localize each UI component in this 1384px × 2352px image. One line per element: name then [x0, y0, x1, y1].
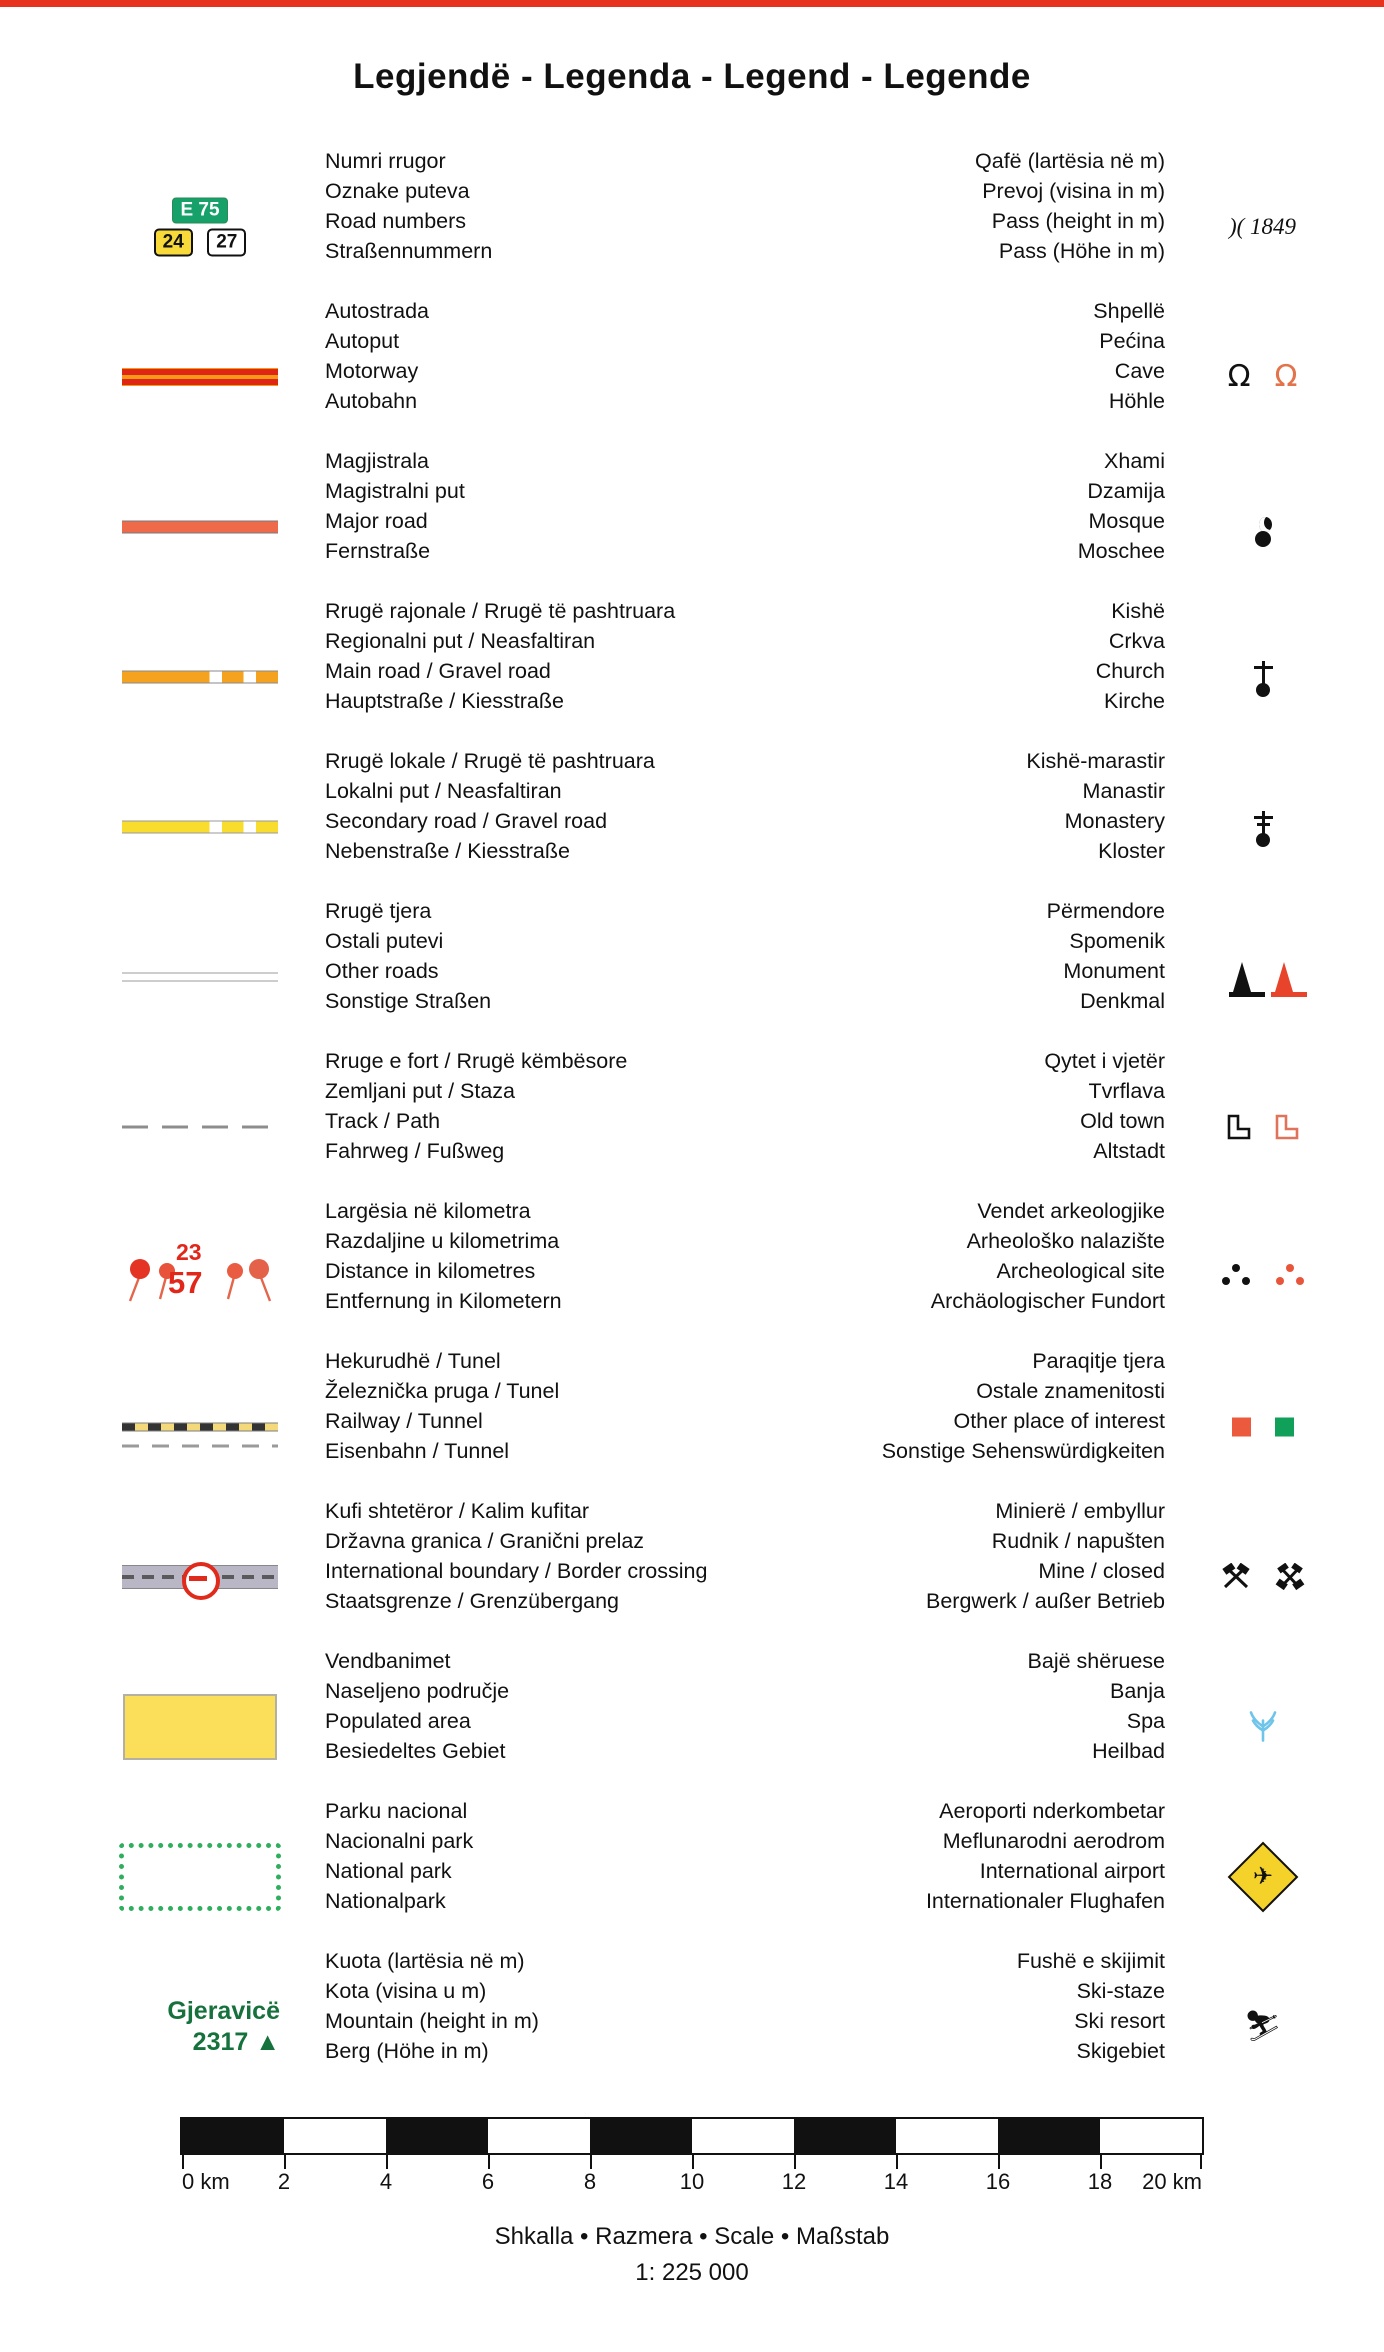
- legend-row: [0, 1649, 1384, 1802]
- spa-spray-glyph: [1243, 1707, 1283, 1743]
- legend-label-right: [790, 1946, 1165, 2066]
- label-de: Entfernung in Kilometern: [325, 1289, 562, 1313]
- label-en: Archeological site: [996, 1259, 1165, 1283]
- label-sr: Dzamija: [1087, 479, 1165, 503]
- legend-row: [0, 299, 1384, 452]
- label-sq: Autostrada: [325, 299, 429, 323]
- label-sr: Rudnik / napušten: [991, 1529, 1165, 1553]
- label-de: Altstadt: [1093, 1139, 1165, 1163]
- mountain-height: 2317: [192, 2028, 249, 2056]
- label-sq: Xhami: [1104, 449, 1165, 473]
- legend-row: [0, 749, 1384, 902]
- label-de: Besiedeltes Gebiet: [325, 1739, 506, 1763]
- track-path-line: [120, 1052, 280, 1202]
- legend-label-right: [790, 446, 1165, 566]
- scale-caption-text: Shkalla • Razmera • Scale • Maßstab: [494, 2223, 890, 2250]
- legend-label-right: [790, 1496, 1165, 1616]
- legend-label-left: [325, 596, 785, 716]
- archeological-site-icon: [1175, 1202, 1350, 1352]
- scale-caption: [0, 2219, 1384, 2291]
- label-de: Fernstraße: [325, 539, 431, 563]
- legend-label-right: [790, 146, 1165, 266]
- label-sq: Vendbanimet: [325, 1649, 451, 1673]
- road-number-badges: [120, 152, 280, 302]
- label-de: Kloster: [1098, 839, 1165, 863]
- monument-glyph-red: [1275, 962, 1293, 992]
- legend-label-right: [790, 1046, 1165, 1166]
- distance-markers: [120, 1202, 280, 1352]
- other-road-line: [120, 902, 280, 1052]
- legend-row: [0, 1049, 1384, 1202]
- label-sr: Crkva: [1108, 629, 1165, 653]
- label-sr: Meflunarodni aerodrom: [942, 1829, 1165, 1853]
- mountain-name: Gjeravicë: [167, 1997, 280, 2025]
- label-sq: Qafë (lartësia në m): [975, 149, 1165, 173]
- label-sr: Lokalni put / Neasfaltiran: [325, 779, 562, 803]
- label-sq: Shpellë: [1093, 299, 1165, 323]
- interest-square-red: [1232, 1418, 1251, 1437]
- spa-icon: [1175, 1652, 1350, 1802]
- legend-page: [0, 7, 1384, 2352]
- label-de: Nebenstraße / Kiesstraße: [325, 839, 570, 863]
- legend-label-right: [790, 1346, 1165, 1466]
- label-sq: Rruge e fort / Rrugë këmbësore: [325, 1049, 628, 1073]
- scale-section: [0, 2117, 1384, 2291]
- label-de: Moschee: [1077, 539, 1165, 563]
- church-icon: [1175, 602, 1350, 752]
- label-sq: Kuota (lartësia në m): [325, 1949, 525, 1973]
- pass-glyph: )(: [1228, 214, 1245, 239]
- mine-hammers-open: [1221, 1563, 1251, 1591]
- label-sr: Državna granica / Granični prelaz: [325, 1529, 645, 1553]
- legend-label-right: [790, 596, 1165, 716]
- label-sr: Magistralni put: [325, 479, 465, 503]
- monument-glyph-black: [1233, 962, 1251, 992]
- label-en: Road numbers: [325, 209, 467, 233]
- label-sr: Oznake puteva: [325, 179, 470, 203]
- major-road-line: [120, 452, 280, 602]
- legend-label-left: [325, 896, 785, 1016]
- scale-tick: [284, 2155, 286, 2169]
- legend-row: [0, 899, 1384, 1052]
- label-sr: Regionalni put / Neasfaltiran: [325, 629, 596, 653]
- arch-dots-orange: [1275, 1264, 1305, 1290]
- label-en: Monastery: [1064, 809, 1165, 833]
- page-title: Legjendë - Legenda - Legend - Legende: [353, 57, 1031, 96]
- scale-tick-labels: [182, 2169, 1202, 2203]
- interest-square-green: [1275, 1418, 1294, 1437]
- mine-hammers-closed: [1275, 1563, 1305, 1591]
- label-de: Bergwerk / außer Betrieb: [926, 1589, 1165, 1613]
- legend-label-left: [325, 146, 785, 266]
- label-sr: Nacionalni park: [325, 1829, 474, 1853]
- badge-yellow-road: 24: [154, 229, 193, 257]
- monument-icon: [1175, 902, 1350, 1052]
- legend-label-left: [325, 1046, 785, 1166]
- pass-icon: [1175, 152, 1350, 302]
- label-en: Main road / Gravel road: [325, 659, 551, 683]
- label-sr: Ostale znamenitosti: [976, 1379, 1165, 1403]
- label-de: Denkmal: [1080, 989, 1165, 1013]
- legend-row: [0, 1349, 1384, 1502]
- top-accent-bar: [0, 0, 1384, 7]
- old-town-icon: [1175, 1052, 1350, 1202]
- badge-white-road: 27: [207, 229, 246, 257]
- legend-row: [0, 1949, 1384, 2102]
- label-sr: Ostali putevi: [325, 929, 444, 953]
- label-sr: Prevoj (visina in m): [982, 179, 1165, 203]
- label-sq: Hekurudhë / Tunel: [325, 1349, 501, 1373]
- legend-label-left: [325, 1946, 785, 2066]
- scale-tick-label: 4: [379, 2169, 393, 2194]
- label-en: National park: [325, 1859, 452, 1883]
- label-en: Mine / closed: [1038, 1559, 1165, 1583]
- label-de: Internationaler Flughafen: [925, 1889, 1165, 1913]
- legend-label-left: [325, 1496, 785, 1616]
- label-en: Old town: [1080, 1109, 1165, 1133]
- label-sq: Vendet arkeologjike: [977, 1199, 1165, 1223]
- scale-tick: [590, 2155, 592, 2169]
- airplane-glyph: ✈: [1252, 1862, 1273, 1890]
- scale-tick-label: 2: [277, 2169, 291, 2194]
- label-sr: Pećina: [1099, 329, 1165, 353]
- boundary-crossing: [120, 1502, 280, 1652]
- label-sr: Manastir: [1082, 779, 1165, 803]
- arch-dots-black: [1221, 1264, 1251, 1290]
- label-sr: Spomenik: [1069, 929, 1165, 953]
- label-sr: Tvrflava: [1088, 1079, 1165, 1103]
- scale-tick-label: 6: [481, 2169, 495, 2194]
- scale-tick-label: 18: [1087, 2169, 1113, 2194]
- scale-tick: [182, 2155, 184, 2169]
- label-sq: Bajë shëruese: [1027, 1649, 1165, 1673]
- label-de: Archäologischer Fundort: [930, 1289, 1165, 1313]
- label-de: Sonstige Straßen: [325, 989, 492, 1013]
- label-sq: Përmendore: [1046, 899, 1165, 923]
- railway-tunnel-line: [120, 1352, 280, 1502]
- label-sr: Banja: [1110, 1679, 1165, 1703]
- scale-ratio-text: 1: 225 000: [635, 2259, 749, 2286]
- label-de: Staatsgrenze / Grenzübergang: [325, 1589, 620, 1613]
- label-en: Pass (height in m): [991, 209, 1165, 233]
- label-sr: Ski-staze: [1076, 1979, 1165, 2003]
- label-sq: Kufi shtetëror / Kalim kufitar: [325, 1499, 590, 1523]
- label-en: Mosque: [1088, 509, 1165, 533]
- national-park-swatch: [120, 1802, 280, 1952]
- old-town-glyph-black: [1227, 1114, 1251, 1140]
- scale-tick: [998, 2155, 1000, 2169]
- legend-label-left: [325, 1646, 785, 1766]
- label-de: Eisenbahn / Tunnel: [325, 1439, 510, 1463]
- scale-tick-label: 8: [583, 2169, 597, 2194]
- scale-tick-label: 0 km: [182, 2169, 230, 2194]
- main-road-line: [120, 602, 280, 752]
- populated-area-swatch: [120, 1652, 280, 1802]
- legend-row: [0, 599, 1384, 752]
- scale-bar: [180, 2117, 1204, 2155]
- secondary-road-line: [120, 752, 280, 902]
- label-en: Track / Path: [325, 1109, 441, 1133]
- legend-label-right: [790, 896, 1165, 1016]
- label-sq: Rrugë tjera: [325, 899, 432, 923]
- legend-rows: [0, 149, 1384, 2102]
- legend-label-left: [325, 746, 785, 866]
- label-de: Heilbad: [1092, 1739, 1165, 1763]
- label-en: Mountain (height in m): [325, 2009, 539, 2033]
- label-sr: Naseljeno područje: [325, 1679, 510, 1703]
- legend-label-left: [325, 296, 785, 416]
- legend-row: [0, 1499, 1384, 1652]
- label-sq: Magjistrala: [325, 449, 429, 473]
- label-en: Motorway: [325, 359, 419, 383]
- legend-label-right: [790, 1196, 1165, 1316]
- label-de: Nationalpark: [325, 1889, 446, 1913]
- label-de: Höhle: [1108, 389, 1165, 413]
- label-sq: Minierë / embyllur: [995, 1499, 1165, 1523]
- label-en: Distance in kilometres: [325, 1259, 536, 1283]
- cave-glyph-black: Ω: [1227, 359, 1251, 394]
- old-town-glyph-orange: [1275, 1114, 1299, 1140]
- label-sr: Zemljani put / Staza: [325, 1079, 516, 1103]
- scale-tick-label: 20 km: [1142, 2169, 1202, 2194]
- mosque-icon: [1175, 452, 1350, 602]
- scale-tick: [1200, 2155, 1202, 2169]
- distance-number-upper: 23: [176, 1239, 202, 1265]
- label-de: Sonstige Sehenswürdigkeiten: [881, 1439, 1165, 1463]
- label-sq: Aeroporti nderkombetar: [939, 1799, 1165, 1823]
- label-de: Kirche: [1104, 689, 1165, 713]
- scale-tick-label: 10: [679, 2169, 705, 2194]
- label-en: Ski resort: [1074, 2009, 1165, 2033]
- scale-tick: [386, 2155, 388, 2169]
- motorway-line: [120, 302, 280, 452]
- label-en: Major road: [325, 509, 428, 533]
- scale-tick-label: 14: [883, 2169, 909, 2194]
- label-en: Secondary road / Gravel road: [325, 809, 608, 833]
- scale-tick-label: 16: [985, 2169, 1011, 2194]
- label-sq: Largësia në kilometra: [325, 1199, 531, 1223]
- label-en: Railway / Tunnel: [325, 1409, 483, 1433]
- label-sr: Arheološko nalazište: [966, 1229, 1165, 1253]
- mine-icon: [1175, 1502, 1350, 1652]
- legend-label-left: [325, 446, 785, 566]
- label-sr: Razdaljine u kilometrima: [325, 1229, 560, 1253]
- badge-e-road: E 75: [172, 198, 227, 224]
- label-sq: Numri rrugor: [325, 149, 446, 173]
- label-en: International boundary / Border crossing: [325, 1559, 708, 1583]
- label-en: Populated area: [325, 1709, 471, 1733]
- label-sq: Kishë: [1111, 599, 1165, 623]
- cave-glyph-orange: Ω: [1274, 359, 1298, 394]
- label-en: Church: [1095, 659, 1165, 683]
- legend-label-left: [325, 1796, 785, 1916]
- label-sq: Paraqitje tjera: [1032, 1349, 1165, 1373]
- label-de: Skigebiet: [1076, 2039, 1165, 2063]
- legend-row: [0, 149, 1384, 302]
- scale-tick: [488, 2155, 490, 2169]
- label-sq: Kishë-marastir: [1026, 749, 1165, 773]
- scale-tick-label: 12: [781, 2169, 807, 2194]
- legend-label-right: [790, 1646, 1165, 1766]
- label-en: International airport: [979, 1859, 1165, 1883]
- label-sq: Parku nacional: [325, 1799, 468, 1823]
- label-sq: Fushë e skijimit: [1016, 1949, 1165, 1973]
- label-sq: Rrugë rajonale / Rrugë të pashtruara: [325, 599, 676, 623]
- label-en: Cave: [1114, 359, 1165, 383]
- label-de: Hauptstraße / Kiesstraße: [325, 689, 564, 713]
- legend-row: [0, 1799, 1384, 1952]
- legend-label-left: [325, 1346, 785, 1466]
- scale-tick: [896, 2155, 898, 2169]
- scale-ticks: [182, 2155, 1202, 2169]
- legend-label-right: [790, 746, 1165, 866]
- place-of-interest-icon: [1175, 1352, 1350, 1502]
- scale-tick: [692, 2155, 694, 2169]
- scale-tick: [794, 2155, 796, 2169]
- label-sr: Železnička pruga / Tunel: [325, 1379, 560, 1403]
- distance-number-lower: 57: [168, 1265, 203, 1300]
- skier-glyph: ⛷: [1243, 2010, 1282, 2043]
- legend-row: [0, 1199, 1384, 1352]
- ski-resort-icon: [1175, 1952, 1350, 2102]
- label-sr: Kota (visina u m): [325, 1979, 487, 2003]
- pass-height: 1849: [1250, 214, 1297, 239]
- label-de: Pass (Höhe in m): [998, 239, 1165, 263]
- mountain-triangle-icon: ▲: [255, 2028, 280, 2056]
- airport-icon: [1175, 1802, 1350, 1952]
- legend-label-right: [790, 296, 1165, 416]
- mountain-label: [120, 1952, 280, 2102]
- cave-icon: [1175, 302, 1350, 452]
- scale-tick: [1100, 2155, 1102, 2169]
- label-de: Berg (Höhe in m): [325, 2039, 489, 2063]
- legend-label-right: [790, 1796, 1165, 1916]
- label-de: Straßennummern: [325, 239, 493, 263]
- label-en: Other place of interest: [953, 1409, 1165, 1433]
- label-sq: Rrugë lokale / Rrugë të pashtruara: [325, 749, 655, 773]
- monastery-icon: [1175, 752, 1350, 902]
- label-de: Fahrweg / Fußweg: [325, 1139, 505, 1163]
- label-en: Monument: [1063, 959, 1165, 983]
- legend-label-left: [325, 1196, 785, 1316]
- legend-row: [0, 449, 1384, 602]
- label-sr: Autoput: [325, 329, 400, 353]
- label-en: Spa: [1126, 1709, 1165, 1733]
- label-sq: Qytet i vjetër: [1044, 1049, 1165, 1073]
- label-en: Other roads: [325, 959, 439, 983]
- label-de: Autobahn: [325, 389, 418, 413]
